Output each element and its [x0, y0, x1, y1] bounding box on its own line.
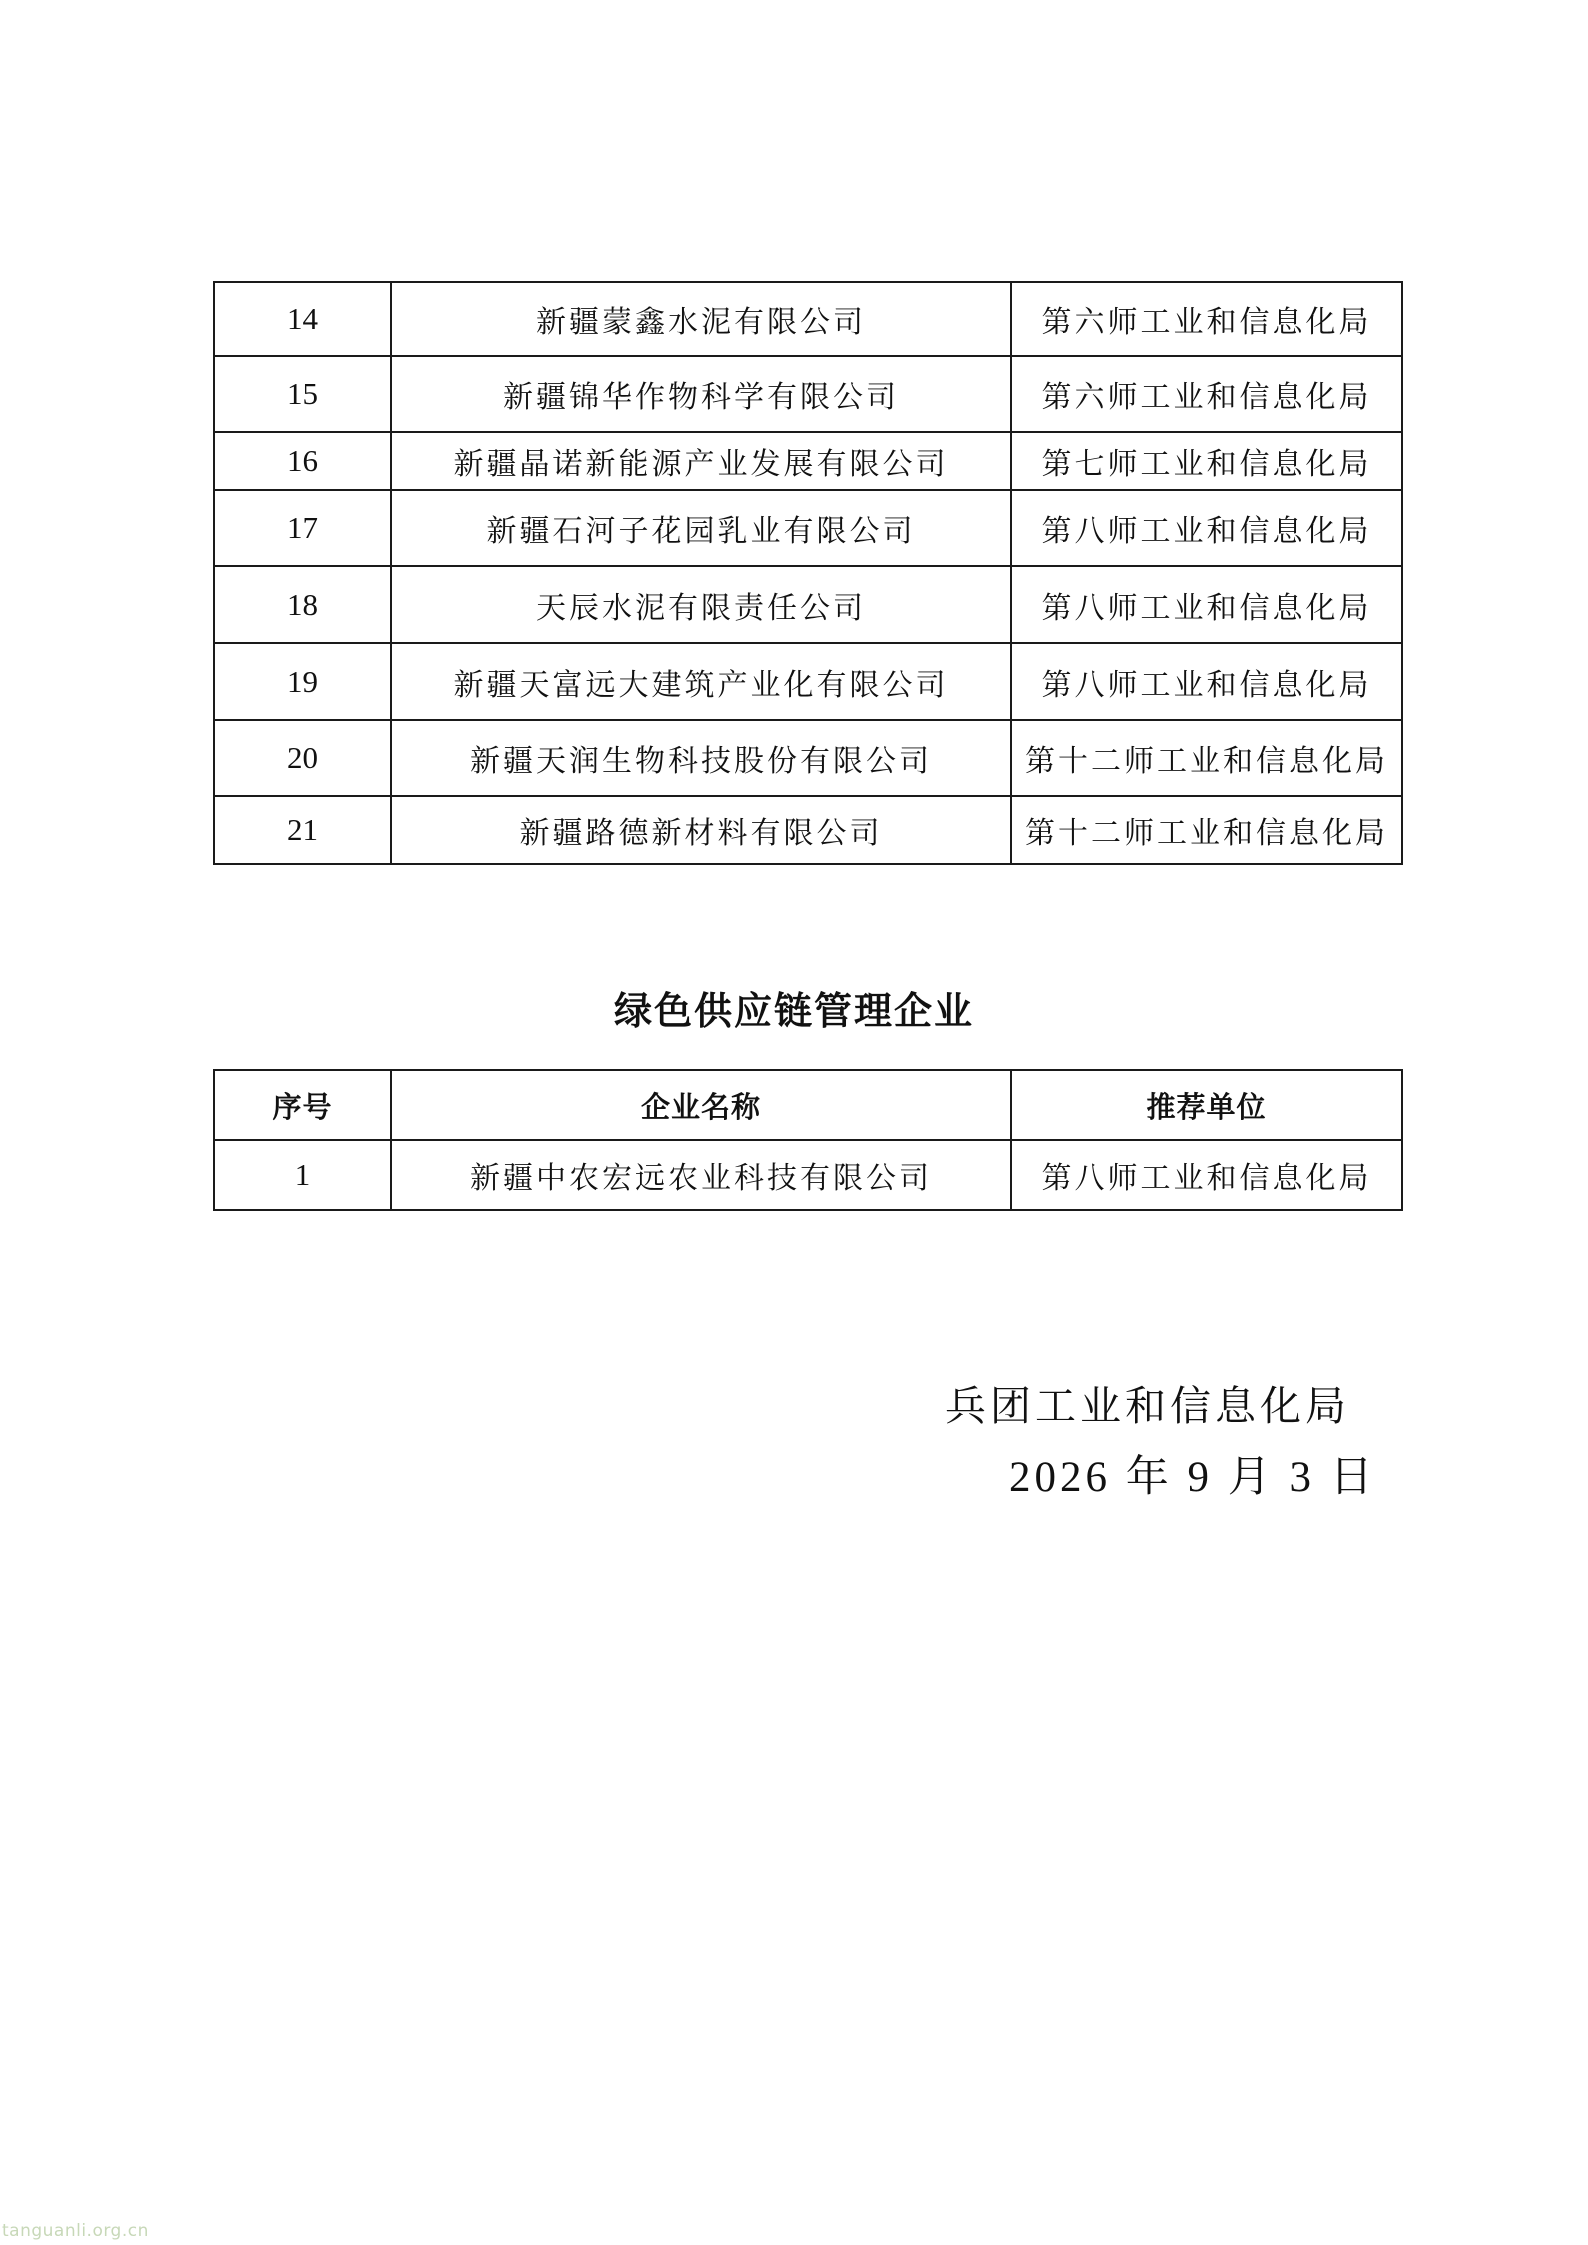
signature-date: 2026 年 9 月 3 日: [1009, 1454, 1377, 1501]
section-title: 绿色供应链管理企业: [613, 989, 974, 1033]
table-row: [214, 356, 1402, 432]
row-number: 15: [214, 356, 391, 432]
company-name: 新疆天润生物科技股份有限公司: [391, 720, 1011, 796]
recommender-name: 第七师工业和信息化局: [1011, 432, 1402, 490]
company-name: 新疆晶诺新能源产业发展有限公司: [391, 432, 1011, 490]
company-name: 新疆天富远大建筑产业化有限公司: [391, 643, 1011, 720]
company-name: 新疆锦华作物科学有限公司: [391, 356, 1011, 432]
row-number: 1: [214, 1140, 391, 1210]
row-number: 18: [214, 566, 391, 643]
recommender-name: 第八师工业和信息化局: [1011, 566, 1402, 643]
recommender-name: 第八师工业和信息化局: [1011, 1140, 1402, 1210]
table-row: [214, 643, 1402, 720]
row-number: 21: [214, 796, 391, 864]
table-row: [214, 432, 1402, 490]
row-number: 16: [214, 432, 391, 490]
row-number: 14: [214, 282, 391, 356]
recommender-name: 第八师工业和信息化局: [1011, 643, 1402, 720]
table-row: [214, 566, 1402, 643]
table-row: [214, 796, 1402, 864]
recommender-name: 第八师工业和信息化局: [1011, 490, 1402, 566]
recommender-name: 第六师工业和信息化局: [1011, 282, 1402, 356]
company-name: 新疆路德新材料有限公司: [391, 796, 1011, 864]
company-name: 天辰水泥有限责任公司: [391, 566, 1011, 643]
signature-block: [945, 1370, 1377, 1514]
header-company: 企业名称: [391, 1070, 1011, 1140]
header-number: 序号: [214, 1070, 391, 1140]
table-row: [214, 490, 1402, 566]
row-number: 20: [214, 720, 391, 796]
table-row: [214, 1140, 1402, 1210]
recommender-name: 第十二师工业和信息化局: [1011, 720, 1402, 796]
company-name: 新疆石河子花园乳业有限公司: [391, 490, 1011, 566]
recommender-name: 第六师工业和信息化局: [1011, 356, 1402, 432]
row-number: 19: [214, 643, 391, 720]
header-recommender: 推荐单位: [1011, 1070, 1402, 1140]
company-name: 新疆蒙鑫水泥有限公司: [391, 282, 1011, 356]
row-number: 17: [214, 490, 391, 566]
company-name: 新疆中农宏远农业科技有限公司: [391, 1140, 1011, 1210]
recommender-name: 第十二师工业和信息化局: [1011, 796, 1402, 864]
signature-org: 兵团工业和信息化局: [945, 1382, 1350, 1430]
green-supply-chain-table: [213, 1069, 1403, 1211]
table-row: [214, 720, 1402, 796]
enterprise-list-table: [213, 281, 1403, 865]
table-header-row: [214, 1070, 1402, 1140]
watermark-text: tanguanli.org.cn: [2, 2221, 149, 2241]
table-row: [214, 282, 1402, 356]
